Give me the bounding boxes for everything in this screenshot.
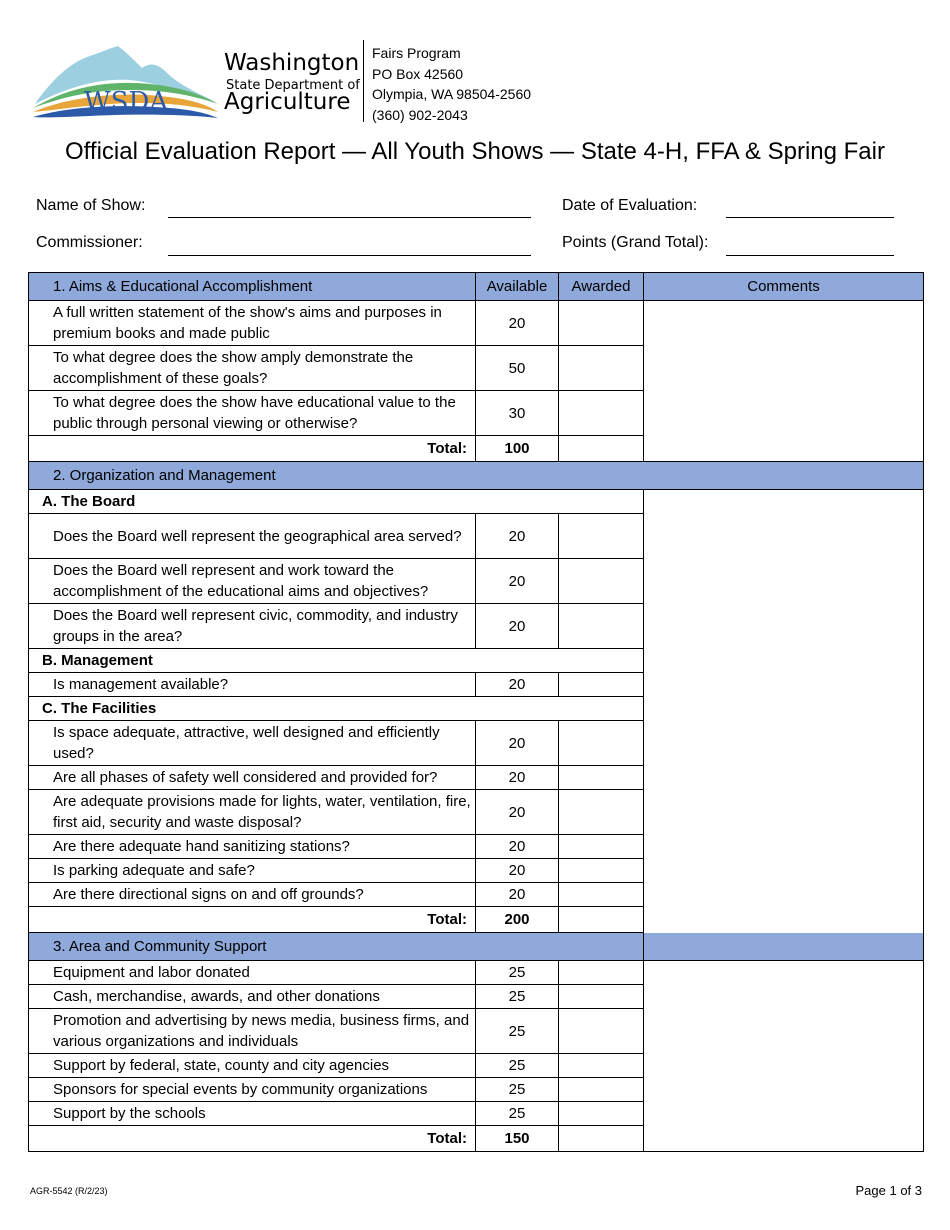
criterion: Are adequate provisions made for lights, water, ventilation, fire, first aid, security and waste disposal?	[29, 790, 476, 835]
points-total-label: Points (Grand Total):	[562, 234, 709, 251]
subsection-row	[29, 490, 924, 514]
criterion: Equipment and labor donated	[29, 961, 476, 985]
comments-input[interactable]	[644, 301, 924, 462]
section-title: 3. Area and Community Support	[29, 933, 924, 961]
total-awarded-input[interactable]	[559, 436, 644, 462]
criterion: Cash, merchandise, awards, and other donations	[29, 985, 476, 1009]
address-line: Fairs Program	[372, 45, 461, 61]
available-points: 20	[476, 514, 559, 559]
total-label: Total:	[29, 436, 476, 462]
available-points: 20	[476, 766, 559, 790]
available-points: 30	[476, 391, 559, 436]
available-points: 20	[476, 559, 559, 604]
awarded-input[interactable]	[559, 961, 644, 985]
awarded-input[interactable]	[559, 673, 644, 697]
date-of-evaluation-label: Date of Evaluation:	[562, 197, 698, 214]
criterion: To what degree does the show amply demonstrate the accomplishment of these goals?	[29, 346, 476, 391]
criterion: Support by federal, state, county and city agencies	[29, 1054, 476, 1078]
criterion: Sponsors for special events by community organizations	[29, 1078, 476, 1102]
criterion: Support by the schools	[29, 1102, 476, 1126]
address-line: (360) 902-2043	[372, 106, 468, 123]
agency-name-line3: Agriculture	[224, 89, 351, 115]
comments-input[interactable]	[644, 961, 924, 1152]
available-points: 25	[476, 1078, 559, 1102]
awarded-input[interactable]	[559, 766, 644, 790]
page-number: Page 1 of 3	[855, 1183, 922, 1198]
commissioner-label: Commissioner:	[36, 234, 143, 251]
criterion: Are there directional signs on and off grounds?	[29, 883, 476, 907]
subsection-title: A. The Board	[29, 490, 644, 514]
criterion: Does the Board well represent civic, commodity, and industry groups in the area?	[29, 604, 476, 649]
available-points: 20	[476, 835, 559, 859]
agency-name-line2: State Department of	[226, 78, 360, 93]
available-points: 25	[476, 1054, 559, 1078]
criterion: Does the Board well represent and work toward the accomplishment of the educational aims and objectives?	[29, 559, 476, 604]
section-header	[29, 273, 924, 301]
available-points: 50	[476, 346, 559, 391]
awarded-input[interactable]	[559, 721, 644, 766]
awarded-input[interactable]	[559, 346, 644, 391]
report-title: Official Evaluation Report — All Youth Shows — State 4-H, FFA & Spring Fair	[65, 138, 885, 165]
awarded-input[interactable]	[559, 604, 644, 649]
total-available: 100	[476, 436, 559, 462]
awarded-input[interactable]	[559, 514, 644, 559]
name-of-show-field[interactable]	[168, 217, 531, 218]
mailing-address	[372, 43, 531, 125]
awarded-input[interactable]	[559, 1009, 644, 1054]
awarded-input[interactable]	[559, 835, 644, 859]
awarded-input[interactable]	[559, 301, 644, 346]
total-awarded-input[interactable]	[559, 1126, 644, 1152]
awarded-input[interactable]	[559, 790, 644, 835]
comments-header: Comments	[644, 273, 924, 301]
section-title: 2. Organization and Management	[29, 462, 924, 490]
table-row	[29, 961, 924, 985]
available-points: 20	[476, 790, 559, 835]
subsection-title: B. Management	[29, 649, 644, 673]
criterion: To what degree does the show have educational value to the public through personal viewing or otherwise?	[29, 391, 476, 436]
available-points: 20	[476, 721, 559, 766]
available-points: 20	[476, 859, 559, 883]
criterion: Promotion and advertising by news media, business firms, and various organizations and individuals	[29, 1009, 476, 1054]
total-awarded-input[interactable]	[559, 907, 644, 933]
agency-name	[224, 52, 360, 114]
available-header: Available	[476, 273, 559, 301]
evaluation-table	[28, 272, 924, 1152]
criterion: Is parking adequate and safe?	[29, 859, 476, 883]
criterion: Is management available?	[29, 673, 476, 697]
total-label: Total:	[29, 907, 476, 933]
available-points: 20	[476, 673, 559, 697]
criterion: Are all phases of safety well considered and provided for?	[29, 766, 476, 790]
wsda-logo	[30, 42, 220, 124]
available-points: 25	[476, 985, 559, 1009]
awarded-input[interactable]	[559, 859, 644, 883]
comments-input[interactable]	[644, 490, 924, 961]
awarded-input[interactable]	[559, 1102, 644, 1126]
header-divider	[363, 40, 364, 122]
available-points: 25	[476, 1102, 559, 1126]
awarded-input[interactable]	[559, 391, 644, 436]
address-line: PO Box 42560	[372, 65, 464, 82]
criterion: Are there adequate hand sanitizing stations?	[29, 835, 476, 859]
awarded-input[interactable]	[559, 883, 644, 907]
points-total-field[interactable]	[726, 255, 894, 256]
awarded-header: Awarded	[559, 273, 644, 301]
section-title: 1. Aims & Educational Accomplishment	[29, 273, 476, 301]
available-points: 20	[476, 883, 559, 907]
name-of-show-label: Name of Show:	[36, 197, 146, 214]
agency-name-line1: Washington	[224, 50, 360, 76]
available-points: 25	[476, 1009, 559, 1054]
section-header	[29, 462, 924, 490]
awarded-input[interactable]	[559, 985, 644, 1009]
available-points: 20	[476, 301, 559, 346]
svg-text:WSDA: WSDA	[83, 87, 169, 117]
criterion: Is space adequate, attractive, well designed and efficiently used?	[29, 721, 476, 766]
criterion: Does the Board well represent the geographical area served?	[29, 514, 476, 559]
awarded-input[interactable]	[559, 559, 644, 604]
awarded-input[interactable]	[559, 1054, 644, 1078]
commissioner-field[interactable]	[168, 255, 531, 256]
subsection-title: C. The Facilities	[29, 697, 644, 721]
total-label: Total:	[29, 1126, 476, 1152]
date-of-evaluation-field[interactable]	[726, 217, 894, 218]
criterion: A full written statement of the show's aims and purposes in premium books and made public	[29, 301, 476, 346]
awarded-input[interactable]	[559, 1078, 644, 1102]
section-header	[29, 933, 924, 961]
available-points: 20	[476, 604, 559, 649]
available-points: 25	[476, 961, 559, 985]
table-row	[29, 301, 924, 346]
total-available: 150	[476, 1126, 559, 1152]
total-available: 200	[476, 907, 559, 933]
address-line: Olympia, WA 98504-2560	[372, 86, 532, 102]
form-id: AGR-5542 (R/2/23)	[30, 1186, 108, 1196]
